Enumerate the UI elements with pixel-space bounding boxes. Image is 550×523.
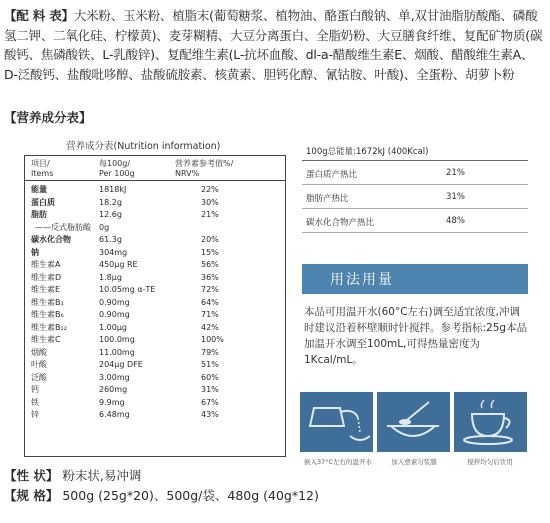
energy-summary-row <box>302 161 528 185</box>
nutrient-nrv: 60% <box>201 372 219 382</box>
nutrient-name: 锌 <box>31 410 39 419</box>
nutrition-table-caption: 营养成分表(Nutrition information) <box>66 141 221 152</box>
nutrient-name: 碳水化合物 <box>31 235 71 244</box>
form-label: 【性 状】 <box>4 468 59 483</box>
usage-banner <box>302 264 528 294</box>
nutrient-name: 维生素B₁₂ <box>31 322 67 332</box>
nutrition-row <box>25 309 285 322</box>
usage-title: 用法用量 <box>330 272 394 288</box>
header-per100g <box>99 159 135 178</box>
nutrient-nrv: 21% <box>201 210 219 219</box>
nutrition-section-title: 【营养成分表】 <box>4 110 92 125</box>
energy-ratio-value: 48% <box>446 216 465 226</box>
nutrient-name: 脂肪 <box>31 210 47 219</box>
spoon-bowl-icon <box>377 392 450 452</box>
nutrient-name: 叶酸 <box>31 360 47 369</box>
nutrient-name: 维生素C <box>31 335 61 344</box>
nutrient-amount: 11.00mg <box>99 347 135 357</box>
nutrient-name: 烟酸 <box>31 347 47 357</box>
nutrition-row <box>25 209 285 222</box>
header-per-en: Per 100g <box>99 168 135 178</box>
nutrient-name: 维生素E <box>31 285 61 294</box>
nutrient-amount: 1818kJ <box>99 185 127 194</box>
cup-saucer-icon <box>454 392 527 452</box>
nutrition-row <box>25 234 285 247</box>
energy-summary-row <box>302 209 528 233</box>
nutrient-amount: 18.2g <box>99 197 122 207</box>
nutrient-nrv: 42% <box>201 322 219 332</box>
nutrition-row <box>25 384 285 397</box>
nutrient-name: 蛋白质 <box>31 197 55 207</box>
nutrition-row <box>25 372 285 385</box>
nutrition-row <box>25 322 285 335</box>
energy-ratio-value: 21% <box>446 168 465 178</box>
energy-ratio-label: 碳水化合物产热比 <box>306 218 375 228</box>
nutrient-name: 维生素A <box>31 260 61 269</box>
ingredients-label: 【配 料 表】 <box>4 8 74 23</box>
spec-value: 500g (25g*20)、500g/袋、480g (40g*12) <box>62 488 319 503</box>
nutrition-row <box>25 409 285 422</box>
energy-ratio-label: 蛋白质产热比 <box>306 170 358 180</box>
nutrient-nrv: 22% <box>201 185 219 194</box>
nutrient-nrv: 30% <box>201 197 219 207</box>
header-nrv-zh: 营养素参考值%/ <box>175 159 234 168</box>
energy-ratio-label: 脂肪产热比 <box>306 194 349 204</box>
nutrient-amount: 0.90mg <box>99 310 130 319</box>
nutrient-nrv: 56% <box>201 260 219 269</box>
nutrition-row <box>25 347 285 360</box>
header-nrv-en: NRV% <box>175 168 200 178</box>
kettle-pouring-icon <box>300 392 373 452</box>
header-per-zh: 每100g/ <box>99 159 131 168</box>
nutrient-name: 泛酸 <box>31 372 47 382</box>
nutrient-nrv: 79% <box>201 347 219 357</box>
nutrition-row <box>25 184 285 197</box>
nutrient-nrv: 51% <box>201 360 219 369</box>
nutrition-row <box>25 334 285 347</box>
nutrient-nrv: 43% <box>201 410 219 419</box>
nutrition-row <box>25 222 285 235</box>
nutrient-amount: 204μg DFE <box>99 360 143 369</box>
nutrition-row <box>25 247 285 260</box>
nutrient-amount: 0g <box>99 222 110 232</box>
nutrient-amount: 10.05mg α-TE <box>99 285 156 294</box>
nutrient-amount: 1.8μg <box>99 272 122 282</box>
ingredients-paragraph <box>4 6 546 84</box>
form-row <box>4 466 319 486</box>
nutrient-amount: 9.9mg <box>99 397 125 407</box>
nutrition-row <box>25 284 285 297</box>
header-items <box>31 159 53 178</box>
form-value: 粉末状,易冲调 <box>62 468 142 483</box>
energy-summary-title: 100g总能量:1672kJ (400Kcal) <box>302 143 528 161</box>
nutrient-name: 能量 <box>31 185 47 194</box>
step-caption: 搅拌均匀后饮用 <box>467 458 513 466</box>
nutrient-amount: 12.6g <box>99 210 122 219</box>
nutrient-amount: 1.00μg <box>99 322 127 332</box>
nutrient-amount: 61.3g <box>99 235 122 244</box>
nutrient-amount: 6.48mg <box>99 410 130 419</box>
nutrient-nrv: 67% <box>201 397 219 407</box>
nutrient-name: 维生素D <box>31 272 62 282</box>
step-caption: 加入愈素匀浆膳 <box>391 458 437 466</box>
nutrient-nrv: 15% <box>201 247 219 257</box>
energy-summary-row <box>302 185 528 209</box>
nutrient-nrv: 36% <box>201 272 219 282</box>
energy-ratio-value: 31% <box>446 192 465 202</box>
step-panel-add-powder <box>377 392 450 452</box>
header-item-en: Items <box>31 168 54 178</box>
spec-row <box>4 486 319 506</box>
nutrition-row <box>25 359 285 372</box>
nutrient-nrv: 20% <box>201 235 219 244</box>
nutrient-amount: 0.90mg <box>99 297 130 307</box>
step-panel-pour-water <box>300 392 373 452</box>
nutrition-row <box>25 397 285 410</box>
nutrient-amount: 450μg RE <box>99 260 138 269</box>
energy-summary-table <box>302 143 528 233</box>
step-caption: 倒入37°C左右的温开水 <box>303 458 373 466</box>
spec-label: 【规 格】 <box>4 488 59 503</box>
preparation-steps <box>300 392 528 452</box>
usage-instructions: 本品可用温开水(60°C左右)调至适宜浓度,冲调时建议沿着杯壁顺时针搅拌。参考指标:25g本品加温开水调至100mL,可得热量密度为1Kcal/mL。 <box>304 306 528 366</box>
header-nrv <box>175 159 233 178</box>
nutrient-name: ——反式脂肪酸 <box>35 222 91 232</box>
nutrition-row <box>25 272 285 285</box>
nutrient-name: 钠 <box>31 247 39 257</box>
nutrient-nrv: 71% <box>201 310 219 319</box>
nutrition-table <box>24 155 286 457</box>
nutrient-amount: 304mg <box>99 247 128 257</box>
nutrient-nrv: 100% <box>201 335 224 344</box>
nutrition-row <box>25 259 285 272</box>
nutrition-row <box>25 197 285 210</box>
nutrient-name: 维生素B₁ <box>31 297 64 307</box>
nutrient-amount: 3.00mg <box>99 372 130 382</box>
nutrition-row <box>25 297 285 310</box>
header-item-zh: 项目/ <box>31 159 50 168</box>
nutrition-table-header <box>25 156 285 181</box>
nutrient-amount: 260mg <box>99 385 128 394</box>
nutrient-name: 钙 <box>31 385 39 394</box>
nutrient-name: 维生素B₆ <box>31 310 64 319</box>
nutrient-nrv: 64% <box>201 297 219 307</box>
step-panel-stir-drink <box>454 392 527 452</box>
nutrient-nrv: 72% <box>201 285 219 294</box>
nutrient-nrv: 31% <box>201 385 219 394</box>
product-properties <box>4 466 319 506</box>
nutrient-amount: 100.0mg <box>99 335 135 344</box>
nutrient-name: 铁 <box>31 397 39 407</box>
nutrition-table-body <box>25 184 285 422</box>
ingredients-text: 大米粉、玉米粉、植脂末(葡萄糖浆、植物油、酪蛋白酸钠、单,双甘油脂肪酸酯、磷酸氢二钾、二氧化硅、柠檬黄)、麦芽糊精、大豆分离蛋白、全脂奶粉、大豆膳食纤维、复配矿物质(碳酸钙、焦磷酸铁、L-乳酸锌)、复配维生素(L-抗坏血酸、dl-a-醋酸维生素E、烟酸、醋酸维生素A、D-泛酸钙、盐酸吡哆醇、盐酸硫胺素、核黄素、胆钙化醇、氰钴胺、叶酸)、全蛋粉、胡萝卜粉 <box>4 8 543 82</box>
